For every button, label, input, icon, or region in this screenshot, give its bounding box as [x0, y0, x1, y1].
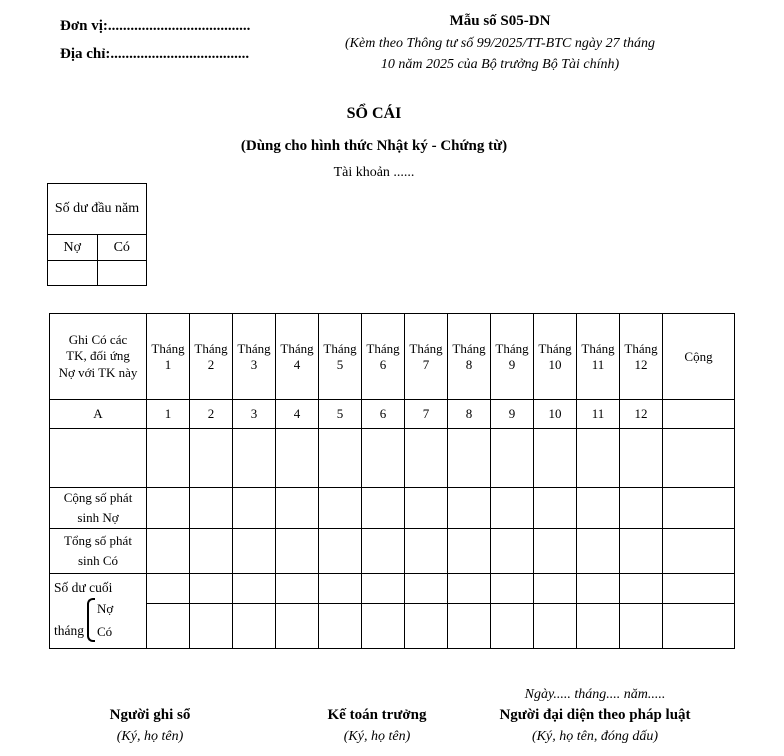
cell: [663, 604, 735, 649]
month-header-2: [190, 314, 233, 400]
column-index-row: [50, 400, 735, 429]
month-number: 3: [250, 356, 258, 372]
cell: [577, 604, 620, 649]
cell: [448, 574, 491, 604]
cell: [663, 529, 735, 574]
cell: [190, 604, 233, 649]
cell: [620, 574, 663, 604]
cell: [362, 529, 405, 574]
cell: [276, 429, 319, 488]
signature-title: Người đại diện theo pháp luật: [499, 707, 691, 723]
month-word: Tháng: [452, 340, 486, 356]
cell: [534, 429, 577, 488]
cell: [190, 488, 233, 529]
month-number: 2: [207, 356, 215, 372]
month-word: Tháng: [323, 340, 357, 356]
cell: [491, 574, 534, 604]
index-cell: [663, 400, 735, 429]
cell: [190, 429, 233, 488]
cell: [362, 574, 405, 604]
cell: [190, 574, 233, 604]
page-title: SỔ CÁI: [346, 105, 402, 122]
opening-debit-value: [48, 261, 98, 286]
cell: [620, 429, 663, 488]
closing-balance-debit-row: [50, 574, 735, 604]
cell: [233, 429, 276, 488]
opening-credit-value: [97, 261, 147, 286]
org-info-block: [60, 12, 250, 68]
form-number: Mẫu số S05-DN: [449, 13, 551, 29]
cell: [405, 574, 448, 604]
blank-entry-row: [50, 429, 735, 488]
attachment-note-line1: (Kèm theo Thông tư số 99/2025/TT-BTC ngày 27 tháng: [345, 36, 655, 51]
closing-balance-line2: [54, 598, 113, 642]
month-header-10: [534, 314, 577, 400]
index-cell: 3: [233, 400, 276, 429]
debit-total-row: [50, 488, 735, 529]
month-header-12: [620, 314, 663, 400]
month-header-6: [362, 314, 405, 400]
credit-total-label: Tổng số phát sinh Có: [50, 529, 147, 574]
cell: [362, 604, 405, 649]
cell: [448, 488, 491, 529]
cell: [405, 429, 448, 488]
cell: [405, 488, 448, 529]
month-number: 9: [508, 356, 516, 372]
cell: [276, 604, 319, 649]
index-cell: 1: [147, 400, 190, 429]
cell: [319, 604, 362, 649]
month-header-3: [233, 314, 276, 400]
month-number: 4: [293, 356, 301, 372]
cell: [448, 604, 491, 649]
cell: [233, 574, 276, 604]
month-word: Tháng: [280, 340, 314, 356]
month-word: Tháng: [409, 340, 443, 356]
form-number-block: [290, 10, 710, 75]
closing-balance-debit-credit: [97, 599, 113, 641]
cell: [663, 488, 735, 529]
cell: [50, 429, 147, 488]
index-cell: 8: [448, 400, 491, 429]
address-line: Địa chỉ:.....................................: [60, 46, 250, 62]
month-word: Tháng: [366, 340, 400, 356]
cell: [663, 429, 735, 488]
month-number: 7: [422, 356, 430, 372]
cell: [233, 529, 276, 574]
debit-total-label: Cộng số phát sinh Nợ: [50, 488, 147, 529]
closing-balance-word-thang: tháng: [54, 623, 84, 638]
signature-title: Người ghi sổ: [109, 707, 191, 723]
index-cell: 7: [405, 400, 448, 429]
month-number: 11: [591, 356, 605, 372]
index-cell: 2: [190, 400, 233, 429]
month-header-8: [448, 314, 491, 400]
signature-note: (Ký, họ tên, đóng dấu): [532, 729, 658, 744]
month-header-1: [147, 314, 190, 400]
cell: [448, 429, 491, 488]
cell: [405, 604, 448, 649]
cell: [147, 488, 190, 529]
page-subtitle: (Dùng cho hình thức Nhật ký - Chứng từ): [240, 138, 508, 154]
month-number: 8: [465, 356, 473, 372]
attachment-note-line2: 10 năm 2025 của Bộ trưởng Bộ Tài chính): [380, 57, 620, 72]
cell: [577, 488, 620, 529]
month-header-9: [491, 314, 534, 400]
month-header-7: [405, 314, 448, 400]
month-word: Tháng: [624, 340, 658, 356]
month-word: Tháng: [495, 340, 529, 356]
cell: [577, 529, 620, 574]
signature-title: Kế toán trưởng: [327, 707, 427, 723]
cell: [147, 574, 190, 604]
index-cell: 6: [362, 400, 405, 429]
cell: [663, 574, 735, 604]
cell: [534, 488, 577, 529]
closing-credit-label: Có: [97, 624, 113, 639]
account-line: Tài khoản ......: [333, 165, 415, 180]
opening-debit-label: Nợ: [48, 235, 98, 261]
closing-balance-brace: [87, 598, 95, 642]
ledger-table: [49, 313, 735, 649]
signature-note: (Ký, họ tên): [343, 729, 411, 744]
cell: [319, 429, 362, 488]
cell: [190, 529, 233, 574]
credit-total-row: [50, 529, 735, 574]
cell: [577, 574, 620, 604]
month-word: Tháng: [237, 340, 271, 356]
closing-balance-line1: Số dư cuối: [54, 580, 113, 595]
signature-block-recorder: [30, 704, 270, 748]
month-word: Tháng: [151, 340, 185, 356]
cell: [534, 604, 577, 649]
cell: [147, 429, 190, 488]
total-column-header: Cộng: [663, 314, 735, 400]
cell: [147, 529, 190, 574]
cell: [319, 529, 362, 574]
index-cell: 5: [319, 400, 362, 429]
cell: [362, 429, 405, 488]
index-cell: A: [50, 400, 147, 429]
opening-credit-label: Có: [97, 235, 147, 261]
cell: [362, 488, 405, 529]
cell: [147, 604, 190, 649]
unit-line: Đơn vị:......................................: [60, 18, 251, 34]
closing-balance-label: [50, 574, 147, 649]
index-cell: 4: [276, 400, 319, 429]
opening-balance-header: Số dư đầu năm: [48, 184, 147, 235]
month-word: Tháng: [581, 340, 615, 356]
month-number: 12: [634, 356, 648, 372]
index-cell: 9: [491, 400, 534, 429]
month-header-4: [276, 314, 319, 400]
month-word: Tháng: [538, 340, 572, 356]
closing-balance-credit-row: [50, 604, 735, 649]
cell: [577, 429, 620, 488]
cell: [276, 574, 319, 604]
index-cell: 10: [534, 400, 577, 429]
cell: [233, 604, 276, 649]
month-number: 1: [164, 356, 172, 372]
cell: [491, 429, 534, 488]
cell: [620, 529, 663, 574]
closing-debit-label: Nợ: [97, 601, 114, 616]
cell: [620, 488, 663, 529]
month-number: 5: [336, 356, 344, 372]
cell: [534, 529, 577, 574]
cell: [319, 574, 362, 604]
month-word: Tháng: [194, 340, 228, 356]
cell: [491, 488, 534, 529]
cell: [276, 529, 319, 574]
month-header-11: [577, 314, 620, 400]
cell: [534, 574, 577, 604]
opening-balance-table: [47, 183, 147, 286]
cell: [620, 604, 663, 649]
cell: [276, 488, 319, 529]
signature-note: (Ký, họ tên): [116, 729, 184, 744]
ledger-header-row: [50, 314, 735, 400]
index-cell: 12: [620, 400, 663, 429]
closing-balance-label-content: [52, 574, 144, 648]
month-header-5: [319, 314, 362, 400]
cell: [319, 488, 362, 529]
cell: [491, 604, 534, 649]
index-cell: 11: [577, 400, 620, 429]
month-number: 6: [379, 356, 387, 372]
title-block: [0, 104, 748, 182]
cell: [405, 529, 448, 574]
cell: [448, 529, 491, 574]
cell: [491, 529, 534, 574]
cell: [233, 488, 276, 529]
date-line: Ngày..... tháng.... năm.....: [524, 687, 666, 702]
ledger-corner-header: Ghi Có các TK, đối ứng Nợ với TK này: [50, 314, 147, 400]
signature-block-legal-representative: [452, 685, 738, 748]
month-number: 10: [548, 356, 562, 372]
